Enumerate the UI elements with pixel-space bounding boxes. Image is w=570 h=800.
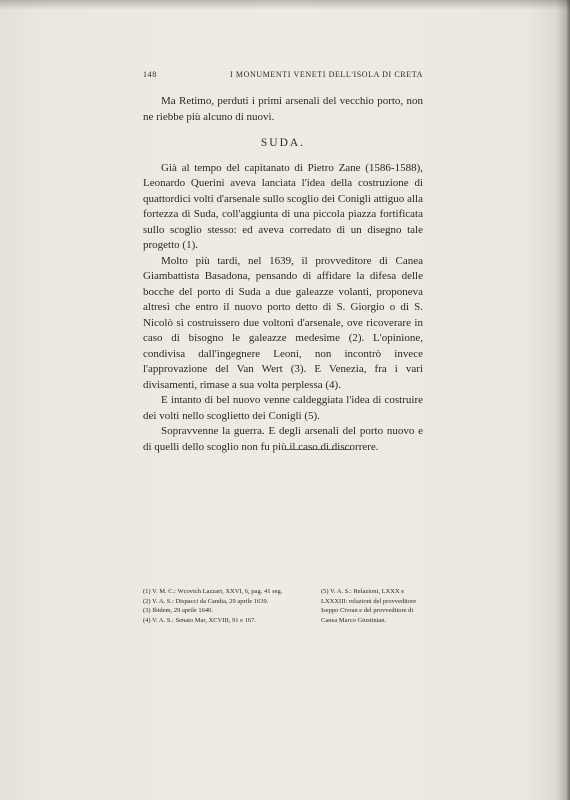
footnote-2: (2) V. A. S.: Dispacci da Candia, 29 aprile 1639. [143, 597, 269, 605]
paragraph-4: Sopravvenne la guerra. E degli arsenali del porto nuovo e di quelli dello scoglio non fu più il caso di discorrere. [143, 425, 423, 453]
page-header [143, 70, 423, 84]
footnotes-right-column [321, 587, 427, 625]
footnote-1: (1) V. M. C.: Wcovich Lazzari, XXVI, 6, pag. 41 seg. [143, 588, 283, 595]
footnote-5: (5) V. A. S.: Relazioni, LXXX e LXXXIII: relazioni del provveditore Iseppo Civran e del provveditore di Canea Marco Giustinian. [321, 588, 417, 624]
paragraph-3: E intanto di bel nuovo venne caldeggiata l'idea di costruire dei volti nello scoglietto dei Conigli (5). [143, 394, 423, 422]
footnote-4: (4) V. A. S.: Senato Mar, XCVIII, 91 e 167. [143, 616, 257, 624]
running-title: I MONUMENTI VENETI DELL'ISOLA DI CRETA [230, 70, 423, 79]
intro-paragraph: Ma Retimo, perduti i primi arsenali del vecchio porto, non ne riebbe più alcuno di nuovi. [143, 95, 423, 123]
paragraph-2: Molto più tardi, nel 1639, il provveditore di Canea Giambattista Basadona, pensando di affidare la difesa delle bocche del porto di Suda a due galeazze volanti, proponeva altresì che entro il nuovo porto detto di S. Giorgio o di S. Nicolò si costruissero due voltoni d'arsenale, ove ricoverare in caso di bisogno le galeazze medesime (2). L'opinione, condivisa dall'ingegnere Leoni, non incontrò invece l'approvazione del Van Wert (3). E Venezia, fra i vari divisamenti, rimase a sua volta perplessa (4). [143, 254, 423, 391]
section-divider [285, 449, 351, 450]
main-text [143, 94, 423, 455]
footnote-3: (3) Ibidem, 29 aprile 1640. [143, 607, 214, 614]
scan-top-shadow [0, 0, 570, 10]
page-number: 148 [143, 70, 157, 79]
footnotes-left-column [143, 587, 293, 625]
paragraph-1: Già al tempo del capitanato di Pietro Zane (1586-1588), Leonardo Querini aveva lanciata l'idea della costruzione di quattordici volti d'arsenale sullo scoglio dei Conigli attiguo alla fortezza di Suda, coll'aggiunta di una piccola piazza fortificata sullo scoglio stesso: ed aveva corredato di un disegno tale progetto (1). [143, 161, 423, 251]
section-heading: SUDA. [260, 137, 306, 149]
scan-right-shadow [556, 0, 570, 800]
